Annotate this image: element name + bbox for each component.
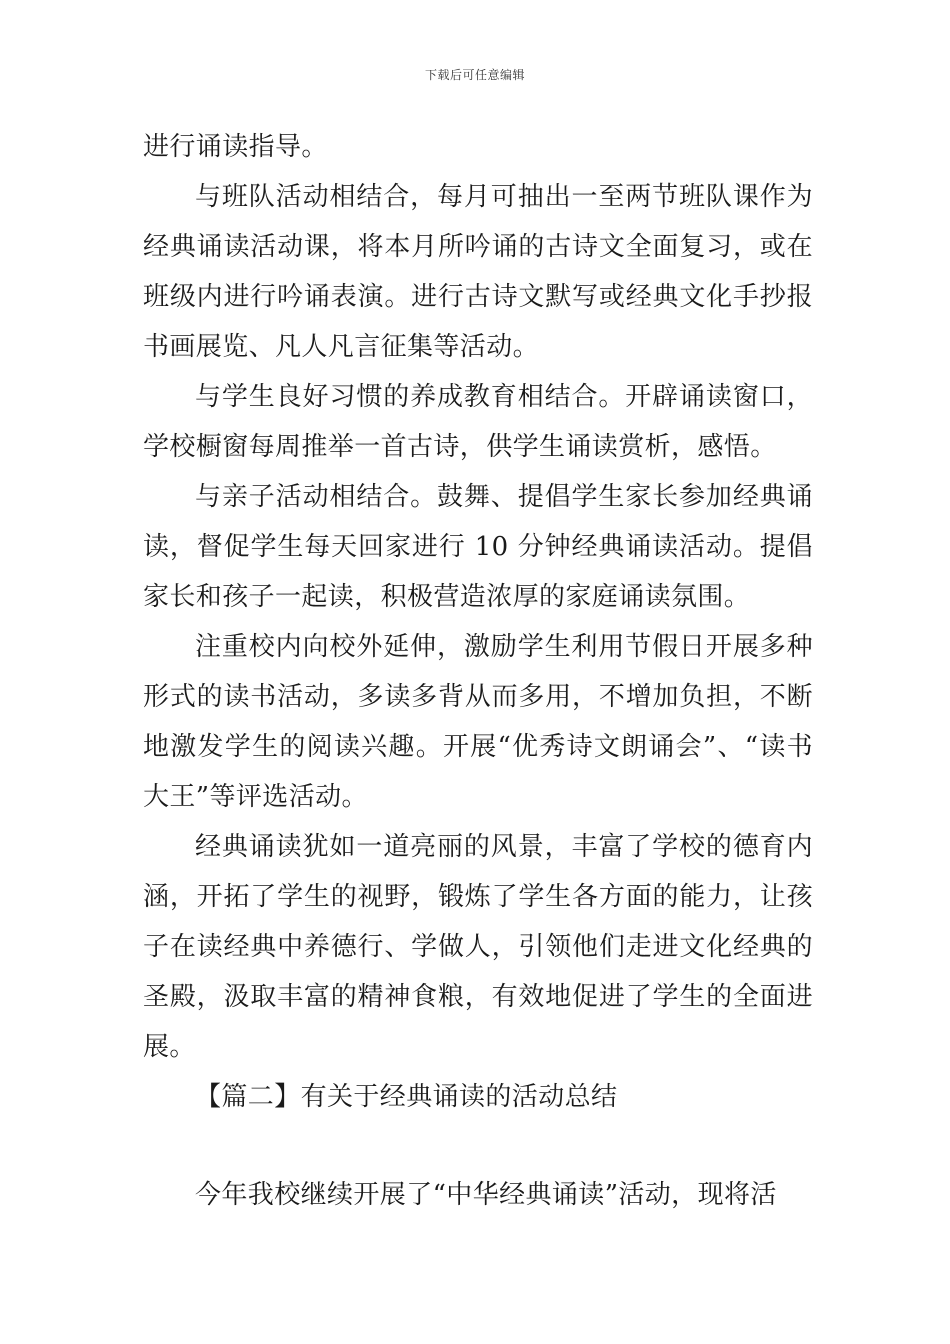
section-title: 【篇二】有关于经典诵读的活动总结 [195,1082,618,1112]
paragraph-habit-education: 与学生良好习惯的养成教育相结合。开辟诵读窗口，学校橱窗每周推举一首古诗，供学生诵读赏析，感悟。 [143,382,813,462]
paragraph-continuation: 进行诵读指导。 [143,132,328,162]
paragraph-summary: 经典诵读犹如一道亮丽的风景，丰富了学校的德育内涵，开拓了学生的视野，锻炼了学生各方面的能力，让孩子在读经典中养德行、学做人，引领他们走进文化经典的圣殿，汲取丰富的精神食粮，有效地促进了学生的全面进展。 [143,832,813,1062]
paragraph-class-activity: 与班队活动相结合，每月可抽出一至两节班队课作为经典诵读活动课，将本月所吟诵的古诗文全面复习，或在班级内进行吟诵表演。进行古诗文默写或经典文化手抄报书画展览、凡人凡言征集等活动。 [143,182,813,362]
paragraph-intro: 今年我校继续开展了“中华经典诵读”活动，现将活 [195,1180,777,1210]
document-body [143,122,813,1220]
section-spacer [143,1122,813,1170]
paragraph-extension: 注重校内向校外延伸，激励学生利用节假日开展多种形式的读书活动，多读多背从而多用，不增加负担，不断地激发学生的阅读兴趣。开展“优秀诗文朗诵会”、“读书大王”等评选活动。 [143,632,813,812]
paragraph-parent-child: 与亲子活动相结合。鼓舞、提倡学生家长参加经典诵读，督促学生每天回家进行 10 分钟经典诵读活动。提倡家长和孩子一起读，积极营造浓厚的家庭诵读氛围。 [143,482,813,612]
page-header: 下载后可任意编辑 [424,68,525,82]
